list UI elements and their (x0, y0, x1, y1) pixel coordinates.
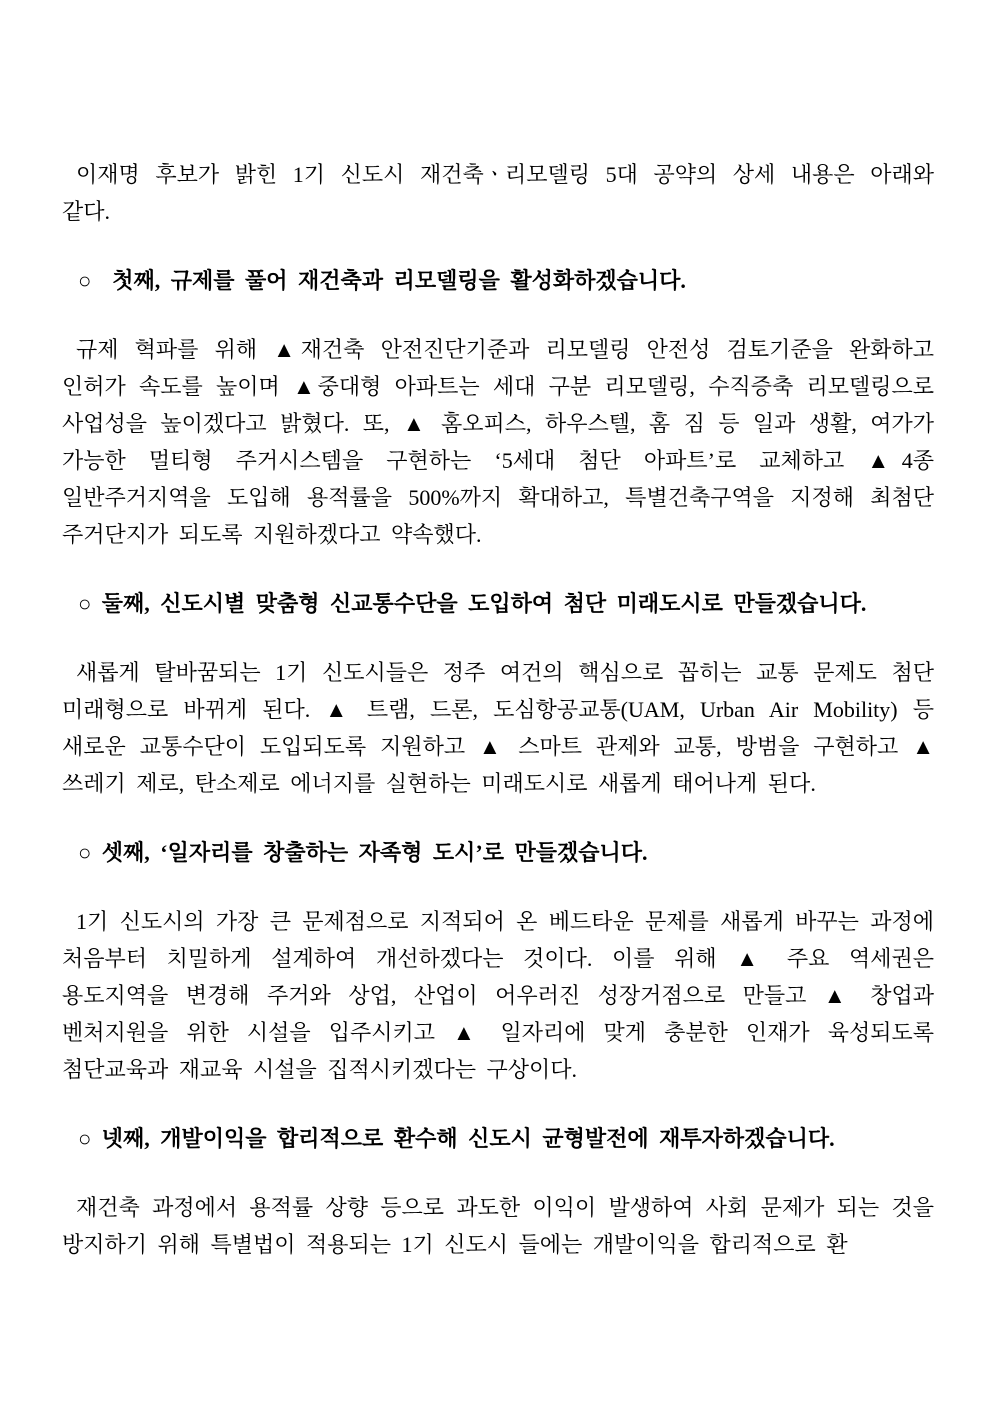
section-1-body: 규제 혁파를 위해 ▲재건축 안전진단기준과 리모델링 안전성 검토기준을 완화하고 인허가 속도를 높이며 ▲중대형 아파트는 세대 구분 리모델링, 수직증축 리모델링으로 사업성을 높이겠다고 밝혔다. 또, ▲ 홈오피스, 하우스텔, 홈 짐 등 일과 생활, 여가가 가능한 멀티형 주거시스템을 구현하는 ‘5세대 첨단 아파트’로 교체하고 ▲4종 일반주거지역을 도입해 용적률을 500%까지 확대하고, 특별건축구역을 지정해 최첨단 주거단지가 되도록 지원하겠다고 약속했다. (62, 337, 945, 547)
section-2-body: 새롭게 탈바꿈되는 1기 신도시들은 정주 여건의 핵심으로 꼽히는 교통 문제도 첨단 미래형으로 바뀌게 된다. ▲ 트램, 드론, 도심항공교통(UAM, Urban Air Mobility) 등 새로운 교통수단이 도입되도록 지원하고 ▲ 스마트 관제와 교통, 방범을 구현하고 ▲ 쓰레기 제로, 탄소제로 에너지를 실현하는 미래도시로 새롭게 태어나게 된다. (62, 660, 945, 796)
section-3-heading: ○ 셋째, ‘일자리를 창출하는 자족형 도시’로 만들겠습니다. (78, 840, 648, 865)
section-2-heading: ○ 둘째, 신도시별 맞춤형 신교통수단을 도입하여 첨단 미래도시로 만들겠습니다. (78, 591, 867, 616)
section-4-heading: ○ 넷째, 개발이익을 합리적으로 환수해 신도시 균형발전에 재투자하겠습니다. (78, 1126, 835, 1151)
section-1-heading: ○ 첫째, 규제를 풀어 재건축과 리모델링을 활성화하겠습니다. (78, 268, 686, 293)
section-3-body: 1기 신도시의 가장 큰 문제점으로 지적되어 온 베드타운 문제를 새롭게 바꾸는 과정에 처음부터 치밀하게 설계하여 개선하겠다는 것이다. 이를 위해 ▲ 주요 역세권은 용도지역을 변경해 주거와 상업, 산업이 어우러진 성장거점으로 만들고 ▲ 창업과 벤처지원을 위한 시설을 입주시키고 ▲ 일자리에 맞게 충분한 인재가 육성되도록 첨단교육과 재교육 시설을 집적시키겠다는 구상이다. (62, 909, 945, 1082)
section-4-body: 재건축 과정에서 용적률 상향 등으로 과도한 이익이 발생하여 사회 문제가 되는 것을 방지하기 위해 특별법이 적용되는 1기 신도시 들에는 개발이익을 합리적으로 환 (62, 1195, 945, 1257)
intro-paragraph: 이재명 후보가 밝힌 1기 신도시 재건축ㆍ리모델링 5대 공약의 상세 내용은 아래와 같다. (62, 162, 945, 224)
